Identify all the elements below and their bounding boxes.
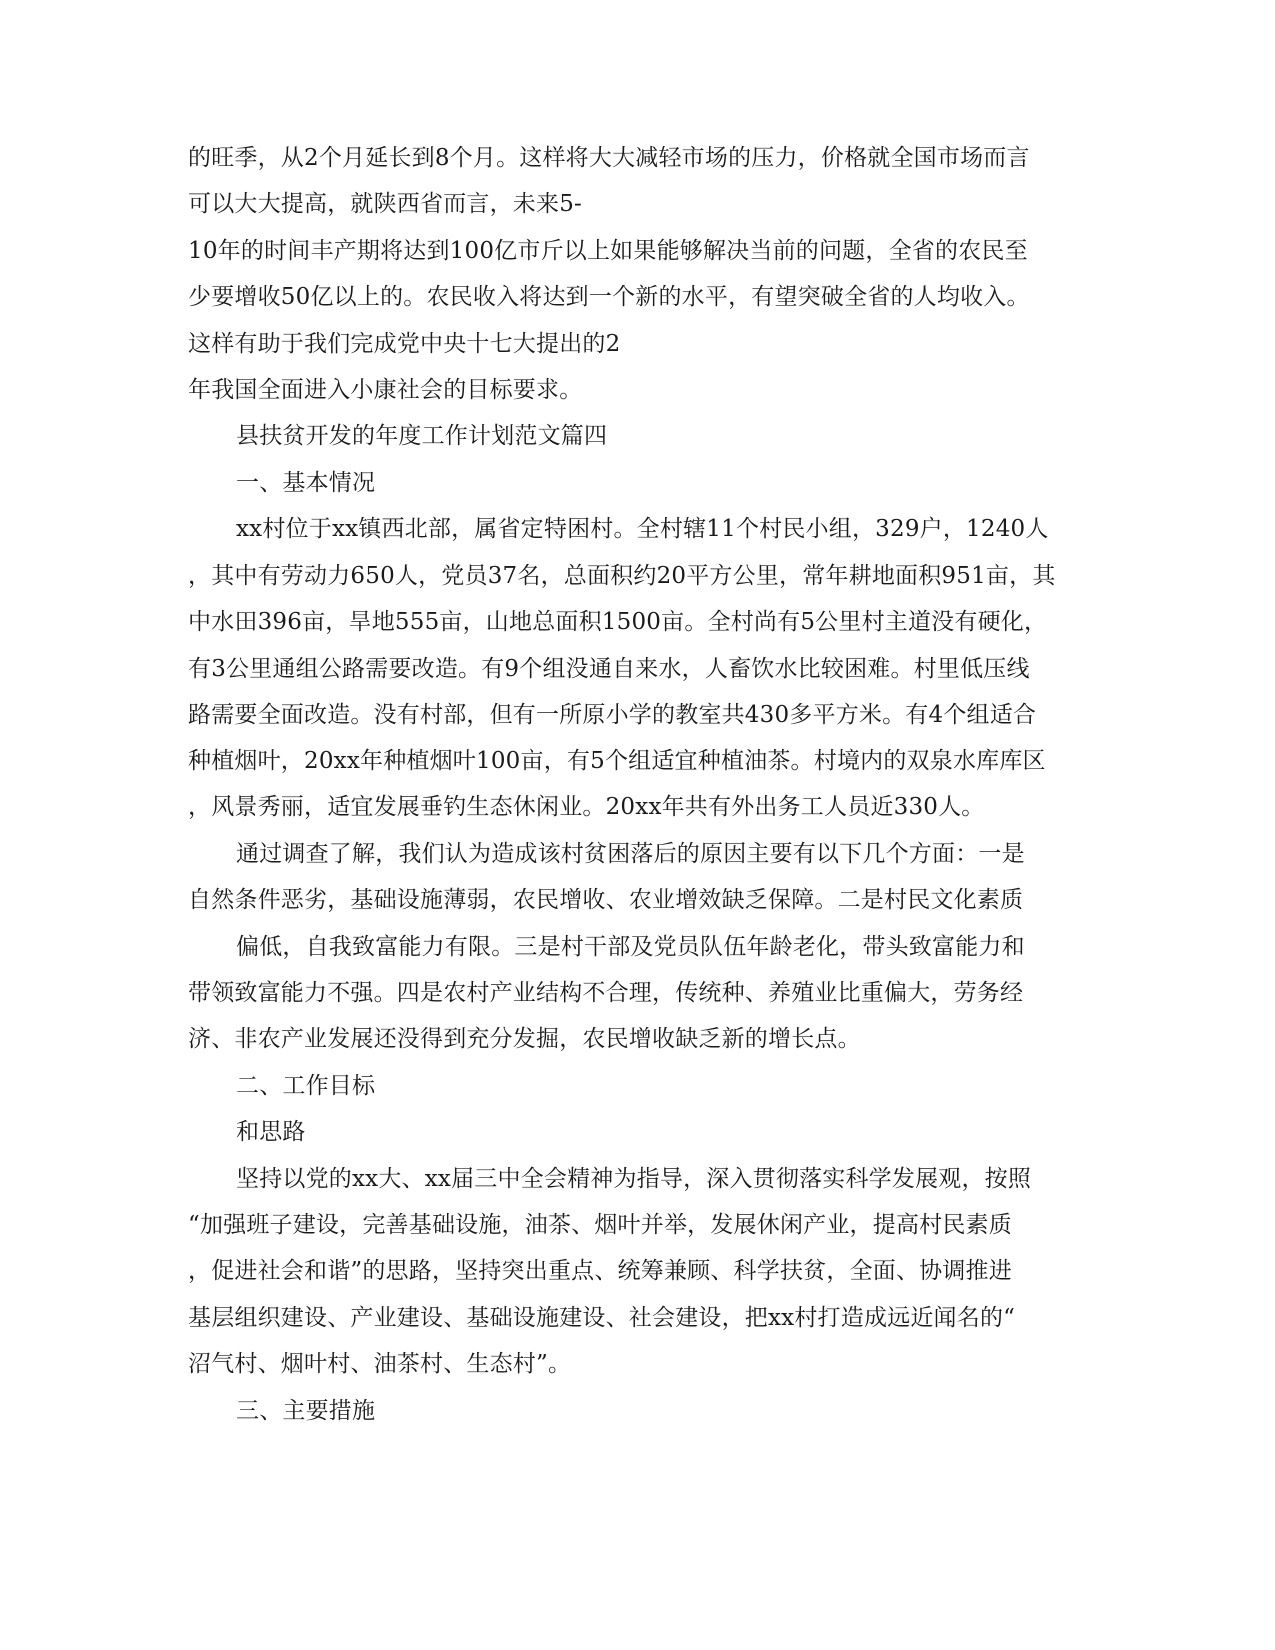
text-line: 10年的时间丰产期将达到100亿市斤以上如果能够解决当前的问题，全省的农民至 — [188, 238, 1028, 264]
text-line: 基层组织建设、产业建设、基础设施建设、社会建设，把xx村打造成远近闻名的“ — [188, 1305, 1016, 1331]
heading-basic-situation: 一、基本情况 — [236, 470, 376, 496]
text-line: xx村位于xx镇西北部，属省定特困村。全村辖11个村民小组，329户，1240人 — [236, 516, 1049, 542]
text-line: ，风景秀丽，适宜发展垂钓生态休闲业。20xx年共有外出务工人员近330人。 — [188, 794, 985, 820]
text-line: ，促进社会和谐”的思路，坚持突出重点、统筹兼顾、科学扶贫，全面、协调推进 — [188, 1258, 1012, 1284]
text-line: 可以大大提高，就陕西省而言，未来5- — [188, 191, 583, 217]
text-line: 中水田396亩，旱地555亩，山地总面积1500亩。全村尚有5公里村主道没有硬化， — [188, 609, 1048, 635]
text-line: 的旺季，从2个月延长到8个月。这样将大大减轻市场的压力，价格就全国市场而言 — [188, 145, 1030, 171]
text-line: 带领致富能力不强。四是农村产业结构不合理，传统种、养殖业比重偏大，劳务经 — [188, 980, 1024, 1006]
text-line: 年我国全面进入小康社会的目标要求。 — [188, 377, 583, 403]
heading-work-goals: 二、工作目标 — [236, 1073, 376, 1099]
section-title: 县扶贫开发的年度工作计划范文篇四 — [236, 423, 608, 449]
text-line: 坚持以党的xx大、xx届三中全会精神为指导，深入贯彻落实科学发展观，按照 — [236, 1166, 1032, 1192]
heading-main-measures: 三、主要措施 — [236, 1398, 376, 1424]
text-line: ，其中有劳动力650人，党员37名，总面积约20平方公里，常年耕地面积951亩，其 — [188, 563, 1056, 589]
text-line: 沼气村、烟叶村、油茶村、生态村”。 — [188, 1351, 572, 1377]
text-line: 济、非农产业发展还没得到充分发掘，农民增收缺乏新的增长点。 — [188, 1026, 861, 1052]
text-line: 通过调查了解，我们认为造成该村贫困落后的原因主要有以下几个方面：一是 — [236, 841, 1025, 867]
text-line: 偏低，自我致富能力有限。三是村干部及党员队伍年龄老化，带头致富能力和 — [236, 934, 1025, 960]
text-line: 自然条件恶劣，基础设施薄弱，农民增收、农业增效缺乏保障。二是村民文化素质 — [188, 887, 1024, 913]
text-line: 有3公里通组公路需要改造。有9个组没通自来水，人畜饮水比较困难。村里低压线 — [188, 656, 1030, 682]
text-line: 这样有助于我们完成党中央十七大提出的2 — [188, 331, 621, 357]
text-line: 种植烟叶，20xx年种植烟叶100亩，有5个组适宜种植油茶。村境内的双泉水库库区 — [188, 748, 1046, 774]
text-line: 路需要全面改造。没有村部，但有一所原小学的教室共430多平方米。有4个组适合 — [188, 702, 1037, 728]
text-line: 少要增收50亿以上的。农民收入将达到一个新的水平，有望突破全省的人均收入。 — [188, 284, 1030, 310]
text-line: “加强班子建设，完善基础设施，油茶、烟叶并举，发展休闲产业，提高村民素质 — [188, 1212, 1012, 1238]
heading-work-goals-cont: 和思路 — [236, 1119, 306, 1145]
